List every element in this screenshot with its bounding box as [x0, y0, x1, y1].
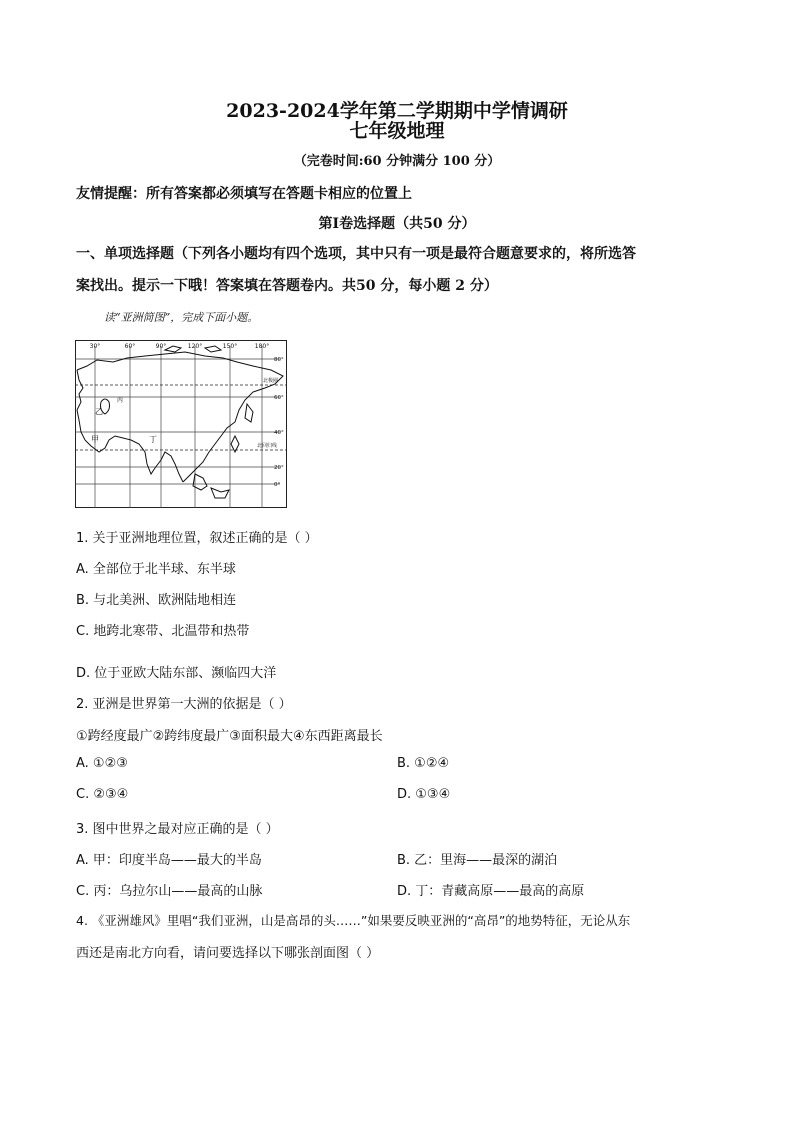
q2-option-d[interactable]: D. ①③④: [397, 787, 451, 802]
map-frame: [76, 341, 287, 508]
q2-option-c[interactable]: C. ②③④: [76, 787, 129, 802]
q1-option-d[interactable]: D. 位于亚欧大陆东部、濒临四大洋: [76, 666, 277, 681]
instructions-line1: 一、单项选择题（下列各小题均有四个选项，其中只有一项是最符合题意要求的，将所选答: [76, 246, 636, 262]
subject-title: 七年级地理: [349, 120, 445, 142]
lon-label: 90°: [155, 343, 167, 350]
place-label-ding: 丁: [149, 435, 157, 444]
lat-label: 20°: [274, 465, 284, 471]
lat-label: 0°: [274, 482, 281, 488]
place-label-jia: 甲: [91, 435, 99, 444]
lon-label: 60°: [124, 343, 136, 350]
q1-option-c[interactable]: C. 地跨北寒带、北温带和热带: [76, 624, 250, 639]
q2-option-b[interactable]: B. ①②④: [397, 756, 450, 771]
instructions-line2: 案找出。提示一下哦！答案填在答题卷内。共50 分，每小题 2 分）: [76, 278, 498, 294]
q3-option-b[interactable]: B. 乙：里海——最深的湖泊: [397, 853, 558, 868]
question-1-stem: 1. 关于亚洲地理位置，叙述正确的是（ ）: [76, 531, 318, 546]
lon-label: 180°: [254, 343, 270, 350]
q1-option-b[interactable]: B. 与北美洲、欧洲陆地相连: [76, 593, 237, 608]
lon-label: 150°: [222, 343, 238, 350]
place-label-yi: 乙: [95, 407, 103, 416]
arctic-circle-label: 北极圈: [263, 378, 279, 384]
lon-label: 30°: [89, 343, 101, 350]
map-caption: 读“亚洲简图”，完成下面小题。: [104, 311, 259, 324]
question-3-stem: 3. 图中世界之最对应正确的是（ ）: [76, 822, 279, 837]
q3-option-a[interactable]: A. 甲：印度半岛——最大的半岛: [76, 853, 262, 868]
q3-option-d[interactable]: D. 丁：青藏高原——最高的高原: [397, 884, 585, 899]
lat-label: 60°: [274, 395, 284, 401]
exam-title: 2023-2024学年第二学期期中学情调研: [226, 100, 568, 122]
place-label-bing: 丙: [117, 397, 124, 404]
q3-option-c[interactable]: C. 丙：乌拉尔山——最高的山脉: [76, 884, 263, 899]
lon-label: 120°: [187, 343, 203, 350]
lat-label: 40°: [274, 430, 284, 436]
asia-map: [75, 340, 287, 508]
question-2-stem: 2. 亚洲是世界第一大洲的依据是（ ）: [76, 697, 292, 712]
question-4-stem-line2: 西还是南北方向看，请问要选择以下哪张剖面图（ ）: [76, 946, 380, 961]
exam-info: （完卷时间:60 分钟满分 100 分）: [293, 154, 501, 169]
lat-label: 80°: [274, 357, 284, 363]
reminder-text: 友情提醒：所有答案都必须填写在答题卡相应的位置上: [76, 186, 412, 202]
tropic-label: 北回归线: [257, 443, 278, 449]
q1-option-a[interactable]: A. 全部位于北半球、东半球: [76, 562, 236, 577]
question-2-statement: ①跨经度最广②跨纬度最广③面积最大④东西距离最长: [76, 729, 383, 744]
section-title: 第Ⅰ卷选择题（共50 分）: [318, 216, 476, 232]
question-4-stem-line1: 4. 《亚洲雄风》里唱“我们亚洲，山是高昂的头……”如果要反映亚洲的“高昂”的地势特征，无论从东: [76, 913, 631, 928]
q2-option-a[interactable]: A. ①②③: [76, 756, 128, 771]
